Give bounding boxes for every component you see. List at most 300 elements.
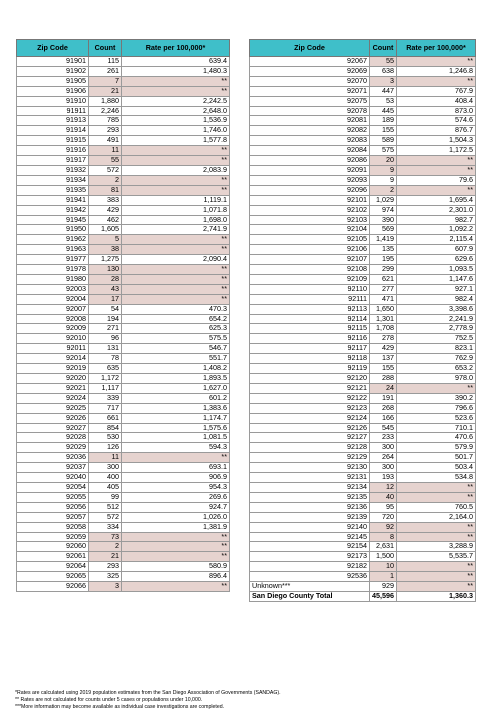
count-cell: 1,880 xyxy=(89,96,122,106)
count-cell: 3 xyxy=(370,76,397,86)
table-row xyxy=(17,86,230,96)
table-row xyxy=(17,76,230,86)
count-cell: 1,708 xyxy=(370,324,397,334)
zip-cell: 92029 xyxy=(17,443,89,453)
count-cell: 3 xyxy=(89,582,122,592)
count-cell: 530 xyxy=(89,433,122,443)
zip-cell: 91902 xyxy=(17,66,89,76)
zip-cell: 92128 xyxy=(250,443,370,453)
count-cell: 9 xyxy=(370,175,397,185)
zip-cell: 92121 xyxy=(250,383,370,393)
zip-cell: 92054 xyxy=(17,482,89,492)
zip-cell: 92036 xyxy=(17,453,89,463)
rate-cell: 1,575.6 xyxy=(122,423,230,433)
count-cell: 325 xyxy=(89,572,122,582)
rate-cell: 1,695.4 xyxy=(397,195,476,205)
unknown-row-count: 929 xyxy=(370,582,397,592)
zip-cell: 91901 xyxy=(17,57,89,67)
rate-cell: 710.1 xyxy=(397,423,476,433)
table-row xyxy=(250,96,476,106)
zip-cell: 92082 xyxy=(250,126,370,136)
rate-cell: 470.3 xyxy=(122,304,230,314)
count-cell: 195 xyxy=(370,255,397,265)
rate-cell: ** xyxy=(122,175,230,185)
table-row xyxy=(250,106,476,116)
count-cell: 194 xyxy=(89,314,122,324)
table-row xyxy=(250,413,476,423)
zip-cell: 92114 xyxy=(250,314,370,324)
count-cell: 43 xyxy=(89,284,122,294)
table-row xyxy=(17,136,230,146)
count-cell: 155 xyxy=(370,364,397,374)
zip-cell: 92086 xyxy=(250,156,370,166)
table-row xyxy=(17,403,230,413)
zip-cell: 92109 xyxy=(250,274,370,284)
count-cell: 126 xyxy=(89,443,122,453)
zip-cell: 92083 xyxy=(250,136,370,146)
table-row xyxy=(17,66,230,76)
rate-cell: ** xyxy=(122,146,230,156)
table-row xyxy=(17,453,230,463)
count-cell: 429 xyxy=(370,344,397,354)
zip-cell: 91980 xyxy=(17,274,89,284)
table-row xyxy=(17,255,230,265)
table-row xyxy=(17,393,230,403)
table-row xyxy=(250,225,476,235)
table-row xyxy=(250,255,476,265)
rate-cell: 1,536.9 xyxy=(122,116,230,126)
rate-cell: 2,741.9 xyxy=(122,225,230,235)
count-cell: 40 xyxy=(370,492,397,502)
table-row xyxy=(250,492,476,502)
rate-cell: ** xyxy=(397,156,476,166)
table-row xyxy=(17,562,230,572)
count-cell: 193 xyxy=(370,473,397,483)
zip-cell: 92070 xyxy=(250,76,370,86)
table-row xyxy=(250,235,476,245)
zip-cell: 92011 xyxy=(17,344,89,354)
rate-cell: 1,174.7 xyxy=(122,413,230,423)
count-cell: 1,419 xyxy=(370,235,397,245)
rate-cell: ** xyxy=(122,453,230,463)
zip-cell: 92091 xyxy=(250,165,370,175)
count-cell: 572 xyxy=(89,512,122,522)
rate-cell: 982.4 xyxy=(397,294,476,304)
zip-cell: 92135 xyxy=(250,492,370,502)
rate-cell: 752.5 xyxy=(397,334,476,344)
rate-cell: 2,115.4 xyxy=(397,235,476,245)
header-rate: Rate per 100,000* xyxy=(397,40,476,57)
zip-cell: 92040 xyxy=(17,473,89,483)
zip-cell: 91911 xyxy=(17,106,89,116)
table-row xyxy=(17,96,230,106)
zip-cell: 91917 xyxy=(17,156,89,166)
table-row xyxy=(17,582,230,592)
count-cell: 54 xyxy=(89,304,122,314)
count-cell: 512 xyxy=(89,502,122,512)
table-row xyxy=(250,542,476,552)
count-cell: 471 xyxy=(370,294,397,304)
table-row xyxy=(17,116,230,126)
zip-cell: 92536 xyxy=(250,572,370,582)
zip-cell: 92120 xyxy=(250,374,370,384)
count-cell: 854 xyxy=(89,423,122,433)
count-cell: 11 xyxy=(89,453,122,463)
rate-cell: 5,535.7 xyxy=(397,552,476,562)
rate-cell: 1,480.3 xyxy=(122,66,230,76)
rate-cell: ** xyxy=(397,383,476,393)
table-row xyxy=(250,175,476,185)
rate-cell: 927.1 xyxy=(397,284,476,294)
rate-cell: ** xyxy=(397,572,476,582)
rate-cell: 2,242.5 xyxy=(122,96,230,106)
zip-cell: 91962 xyxy=(17,235,89,245)
rate-cell: 1,577.8 xyxy=(122,136,230,146)
count-cell: 137 xyxy=(370,354,397,364)
count-cell: 81 xyxy=(89,185,122,195)
count-cell: 491 xyxy=(89,136,122,146)
rate-cell: ** xyxy=(122,532,230,542)
zip-cell: 92119 xyxy=(250,364,370,374)
count-cell: 2,631 xyxy=(370,542,397,552)
header-zip: Zip Code xyxy=(17,40,89,57)
zip-cell: 92024 xyxy=(17,393,89,403)
rate-cell: ** xyxy=(122,274,230,284)
table-row xyxy=(250,136,476,146)
rate-cell: 760.5 xyxy=(397,502,476,512)
count-cell: 720 xyxy=(370,512,397,522)
table-row xyxy=(17,334,230,344)
table-row xyxy=(250,245,476,255)
table-row xyxy=(17,364,230,374)
count-cell: 621 xyxy=(370,274,397,284)
count-cell: 191 xyxy=(370,393,397,403)
table-row xyxy=(250,562,476,572)
rate-cell: ** xyxy=(397,532,476,542)
count-cell: 189 xyxy=(370,116,397,126)
rate-cell: 574.6 xyxy=(397,116,476,126)
count-cell: 10 xyxy=(370,562,397,572)
zip-cell: 92173 xyxy=(250,552,370,562)
header-rate: Rate per 100,000* xyxy=(122,40,230,57)
table-row xyxy=(250,522,476,532)
count-cell: 17 xyxy=(89,294,122,304)
zip-cell: 92020 xyxy=(17,374,89,384)
table-row xyxy=(250,116,476,126)
rate-cell: 3,398.6 xyxy=(397,304,476,314)
count-cell: 1,172 xyxy=(89,374,122,384)
unknown-row-rate: ** xyxy=(397,582,476,592)
table-row xyxy=(17,314,230,324)
rate-cell: 1,746.0 xyxy=(122,126,230,136)
zip-cell: 91914 xyxy=(17,126,89,136)
zip-cell: 92055 xyxy=(17,492,89,502)
count-cell: 233 xyxy=(370,433,397,443)
count-cell: 166 xyxy=(370,413,397,423)
rate-cell: 580.9 xyxy=(122,562,230,572)
zip-cell: 92123 xyxy=(250,403,370,413)
rate-cell: 693.1 xyxy=(122,463,230,473)
count-cell: 293 xyxy=(89,562,122,572)
table-row xyxy=(250,354,476,364)
rate-cell: 2,241.9 xyxy=(397,314,476,324)
count-cell: 339 xyxy=(89,393,122,403)
rate-cell: 654.2 xyxy=(122,314,230,324)
rate-cell: 954.3 xyxy=(122,482,230,492)
zip-cell: 92007 xyxy=(17,304,89,314)
table-row xyxy=(250,403,476,413)
zip-cell: 91941 xyxy=(17,195,89,205)
count-cell: 78 xyxy=(89,354,122,364)
zip-cell: 92108 xyxy=(250,265,370,275)
count-cell: 5 xyxy=(89,235,122,245)
count-cell: 2,246 xyxy=(89,106,122,116)
count-cell: 572 xyxy=(89,165,122,175)
table-row xyxy=(250,463,476,473)
header-count: Count xyxy=(89,40,122,57)
rate-cell: 823.1 xyxy=(397,344,476,354)
count-cell: 447 xyxy=(370,86,397,96)
table-row xyxy=(17,175,230,185)
zip-cell: 92004 xyxy=(17,294,89,304)
count-cell: 9 xyxy=(370,165,397,175)
rate-cell: ** xyxy=(122,76,230,86)
rate-cell: 1,081.5 xyxy=(122,433,230,443)
count-cell: 383 xyxy=(89,195,122,205)
rate-cell: 896.4 xyxy=(122,572,230,582)
count-cell: 12 xyxy=(370,482,397,492)
rate-cell: ** xyxy=(122,265,230,275)
table-row xyxy=(17,443,230,453)
zip-cell: 91977 xyxy=(17,255,89,265)
count-cell: 299 xyxy=(370,265,397,275)
table-row xyxy=(250,66,476,76)
zip-cell: 91906 xyxy=(17,86,89,96)
table-row xyxy=(250,274,476,284)
table-row xyxy=(250,146,476,156)
rate-cell: 1,698.0 xyxy=(122,215,230,225)
right-zip-table xyxy=(249,39,476,602)
total-row-rate: 1,360.3 xyxy=(397,591,476,601)
table-row xyxy=(17,235,230,245)
rate-cell: 1,093.5 xyxy=(397,265,476,275)
rate-cell: 906.9 xyxy=(122,473,230,483)
table-row xyxy=(17,185,230,195)
zip-cell: 92084 xyxy=(250,146,370,156)
rate-cell: 1,071.8 xyxy=(122,205,230,215)
zip-cell: 91915 xyxy=(17,136,89,146)
count-cell: 288 xyxy=(370,374,397,384)
zip-cell: 92071 xyxy=(250,86,370,96)
zip-cell: 92075 xyxy=(250,96,370,106)
table-row xyxy=(250,314,476,324)
rate-cell: 625.3 xyxy=(122,324,230,334)
table-row xyxy=(17,245,230,255)
zip-cell: 92116 xyxy=(250,334,370,344)
rate-cell: ** xyxy=(122,86,230,96)
rate-cell: 1,627.0 xyxy=(122,383,230,393)
zip-cell: 92140 xyxy=(250,522,370,532)
table-row xyxy=(250,453,476,463)
zip-cell: 92134 xyxy=(250,482,370,492)
table-row xyxy=(250,215,476,225)
header-count: Count xyxy=(370,40,397,57)
rate-cell: 1,119.1 xyxy=(122,195,230,205)
rate-cell: 1,893.5 xyxy=(122,374,230,384)
table-row xyxy=(250,393,476,403)
zip-cell: 92145 xyxy=(250,532,370,542)
rate-cell: ** xyxy=(397,185,476,195)
rate-cell: ** xyxy=(122,156,230,166)
count-cell: 278 xyxy=(370,334,397,344)
rate-cell: 390.2 xyxy=(397,393,476,403)
rate-cell: 1,408.2 xyxy=(122,364,230,374)
rate-cell: 607.9 xyxy=(397,245,476,255)
rate-cell: 1,381.9 xyxy=(122,522,230,532)
zip-cell: 91916 xyxy=(17,146,89,156)
rate-cell: 653.2 xyxy=(397,364,476,374)
table-row xyxy=(250,532,476,542)
zip-cell: 92131 xyxy=(250,473,370,483)
count-cell: 11 xyxy=(89,146,122,156)
count-cell: 661 xyxy=(89,413,122,423)
rate-cell: 1,246.8 xyxy=(397,66,476,76)
count-cell: 7 xyxy=(89,76,122,86)
rate-cell: 629.6 xyxy=(397,255,476,265)
table-row xyxy=(17,374,230,384)
rate-cell: 639.4 xyxy=(122,57,230,67)
rate-cell: ** xyxy=(397,57,476,67)
zip-cell: 92014 xyxy=(17,354,89,364)
count-cell: 575 xyxy=(370,146,397,156)
zip-cell: 92122 xyxy=(250,393,370,403)
zip-cell: 91913 xyxy=(17,116,89,126)
rate-cell: ** xyxy=(122,235,230,245)
zip-cell: 92003 xyxy=(17,284,89,294)
rate-cell: 501.7 xyxy=(397,453,476,463)
count-cell: 271 xyxy=(89,324,122,334)
unknown-row-label: Unknown*** xyxy=(250,582,370,592)
rate-cell: 551.7 xyxy=(122,354,230,364)
table-row xyxy=(17,274,230,284)
count-cell: 717 xyxy=(89,403,122,413)
table-row xyxy=(250,482,476,492)
zip-cell: 91978 xyxy=(17,265,89,275)
zip-cell: 91905 xyxy=(17,76,89,86)
table-row xyxy=(250,324,476,334)
table-row xyxy=(17,106,230,116)
zip-cell: 92154 xyxy=(250,542,370,552)
table-row xyxy=(250,423,476,433)
table-row xyxy=(250,126,476,136)
zip-cell: 91910 xyxy=(17,96,89,106)
count-cell: 55 xyxy=(370,57,397,67)
zip-cell: 92103 xyxy=(250,215,370,225)
count-cell: 1,117 xyxy=(89,383,122,393)
count-cell: 53 xyxy=(370,96,397,106)
rate-cell: ** xyxy=(122,284,230,294)
count-cell: 131 xyxy=(89,344,122,354)
rate-cell: 503.4 xyxy=(397,463,476,473)
zip-cell: 92124 xyxy=(250,413,370,423)
rate-cell: ** xyxy=(397,562,476,572)
rate-cell: 1,504.3 xyxy=(397,136,476,146)
rate-cell: ** xyxy=(122,185,230,195)
table-row xyxy=(17,552,230,562)
table-row xyxy=(17,146,230,156)
count-cell: 1,605 xyxy=(89,225,122,235)
zip-cell: 91963 xyxy=(17,245,89,255)
zip-cell: 92064 xyxy=(17,562,89,572)
zip-cell: 92066 xyxy=(17,582,89,592)
zip-cell: 91932 xyxy=(17,165,89,175)
rate-cell: 3,288.9 xyxy=(397,542,476,552)
rate-cell: 575.5 xyxy=(122,334,230,344)
count-cell: 8 xyxy=(370,532,397,542)
count-cell: 293 xyxy=(89,126,122,136)
table-row xyxy=(17,265,230,275)
count-cell: 405 xyxy=(89,482,122,492)
count-cell: 155 xyxy=(370,126,397,136)
rate-cell: ** xyxy=(122,582,230,592)
count-cell: 1,301 xyxy=(370,314,397,324)
table-row xyxy=(250,334,476,344)
zip-cell: 92058 xyxy=(17,522,89,532)
total-row-count: 45,596 xyxy=(370,591,397,601)
footnote-more-info: ***More information may become available as individual case investigations are completed. xyxy=(15,704,225,710)
rate-cell: 601.2 xyxy=(122,393,230,403)
table-row xyxy=(17,532,230,542)
count-cell: 462 xyxy=(89,215,122,225)
zip-cell: 92113 xyxy=(250,304,370,314)
count-cell: 445 xyxy=(370,106,397,116)
zip-cell: 92078 xyxy=(250,106,370,116)
rate-cell: 523.6 xyxy=(397,413,476,423)
footnote-rates: *Rates are calculated using 2019 population estimates from the San Diego Association of Governments (SANDAG). xyxy=(15,690,281,696)
zip-cell: 91935 xyxy=(17,185,89,195)
table-row xyxy=(17,225,230,235)
count-cell: 300 xyxy=(370,463,397,473)
table-row xyxy=(17,542,230,552)
count-cell: 24 xyxy=(370,383,397,393)
table-row xyxy=(250,76,476,86)
table-row xyxy=(17,324,230,334)
count-cell: 300 xyxy=(89,463,122,473)
rate-cell: 79.6 xyxy=(397,175,476,185)
table-row xyxy=(17,482,230,492)
table-row xyxy=(17,433,230,443)
zip-cell: 92010 xyxy=(17,334,89,344)
rate-cell: ** xyxy=(122,542,230,552)
zip-cell: 92025 xyxy=(17,403,89,413)
table-row xyxy=(250,383,476,393)
left-zip-table xyxy=(16,39,230,592)
count-cell: 1 xyxy=(370,572,397,582)
zip-cell: 91942 xyxy=(17,205,89,215)
rate-cell: ** xyxy=(397,492,476,502)
rate-cell: 2,164.0 xyxy=(397,512,476,522)
table-row xyxy=(17,284,230,294)
table-row xyxy=(17,165,230,175)
zip-cell: 92028 xyxy=(17,433,89,443)
zip-cell: 92056 xyxy=(17,502,89,512)
table-row xyxy=(17,473,230,483)
rate-cell: 2,301.0 xyxy=(397,205,476,215)
rate-cell: ** xyxy=(397,76,476,86)
count-cell: 261 xyxy=(89,66,122,76)
count-cell: 21 xyxy=(89,86,122,96)
table-row xyxy=(17,522,230,532)
